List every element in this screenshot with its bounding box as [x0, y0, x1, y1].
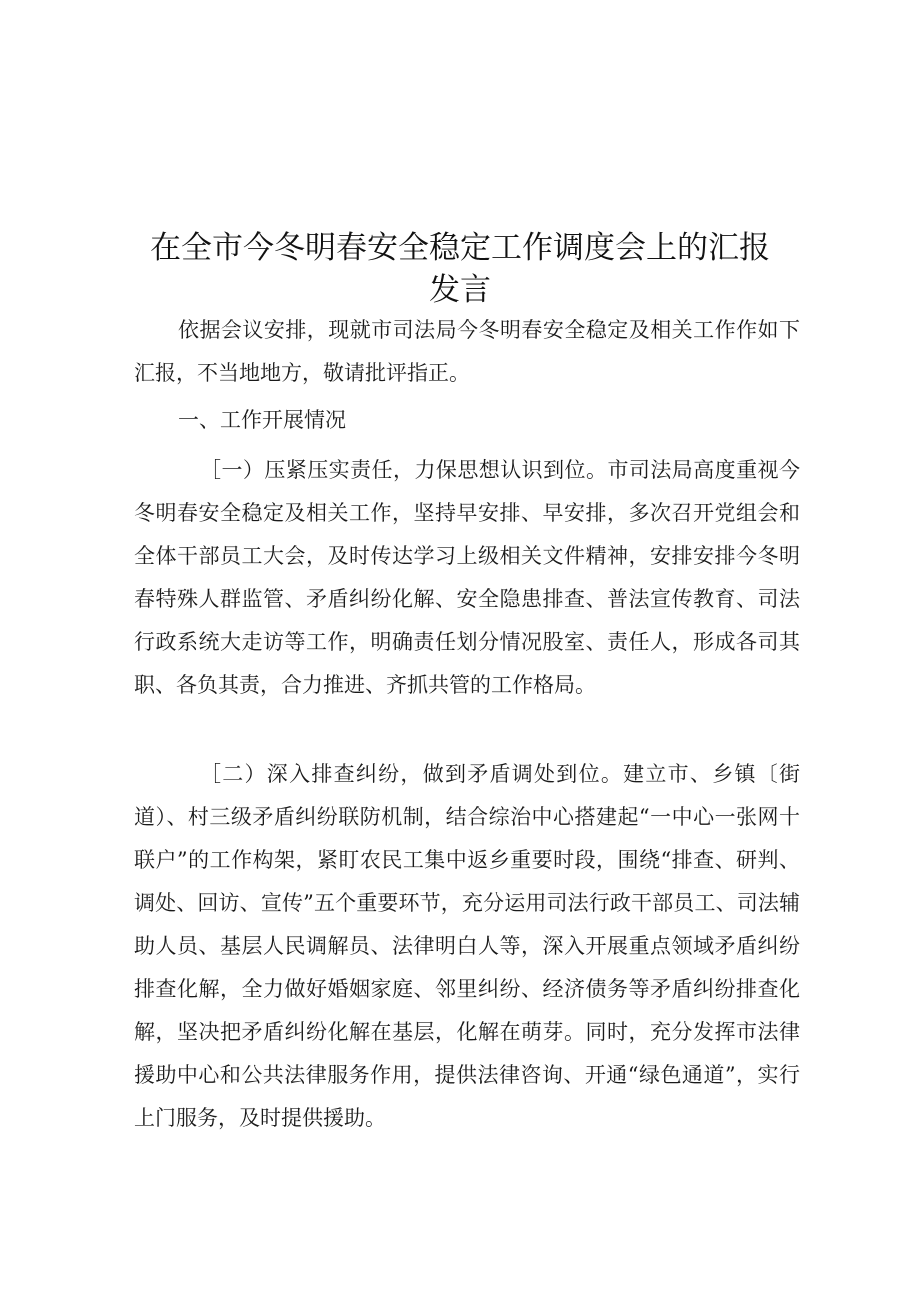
paragraph-dispute-resolution: ［二）深入排查纠纷，做到矛盾调处到位。建立市、乡镇〔街道）、村三级矛盾纠纷联防机制，结合综治中心搭建起“一中心一张网十联户”的工作构架，紧盯农民工集中返乡重要时段，围绕“排查、研判、调处、回访、宣传”五个重要环节，充分运用司法行政干部员工、司法辅助人员、基层人民调解员、法律明白人等，深入开展重点领域矛盾纠纷排查化解，全力做好婚姻家庭、邻里纠纷、经济债务等矛盾纠纷排查化解，坚决把矛盾纠纷化解在基层，化解在萌芽。同时，充分发挥市法律援助中心和公共法律服务作用，提供法律咨询、开通“绿色通道”，实行上门服务，及时提供援助。 [134, 762, 800, 1130]
section-heading-work-status: 一、工作开展情况 [178, 408, 346, 432]
intro-paragraph: 依据会议安排，现就市司法局今冬明春安全稳定及相关工作作如下汇报，不当地地方，敬请批评指正。 [134, 318, 800, 385]
paragraph-responsibility: ［一）压紧压实责任，力保思想认识到位。市司法局高度重视今冬明春安全稳定及相关工作，坚持早安排、早安排，多次召开党组会和全体干部员工大会，及时传达学习上级相关文件精神，安排安排今冬明春特殊人群监管、矛盾纠纷化解、安全隐患排查、普法宣传教育、司法行政系统大走访等工作，明确责任划分情况股室、责任人，形成各司其职、各负其责，合力推进、齐抓共管的工作格局。 [134, 458, 800, 697]
document-title-line-2: 发言 [429, 272, 491, 308]
document-title-line-1: 在全市今冬明春安全稳定工作调度会上的汇报 [150, 230, 770, 266]
